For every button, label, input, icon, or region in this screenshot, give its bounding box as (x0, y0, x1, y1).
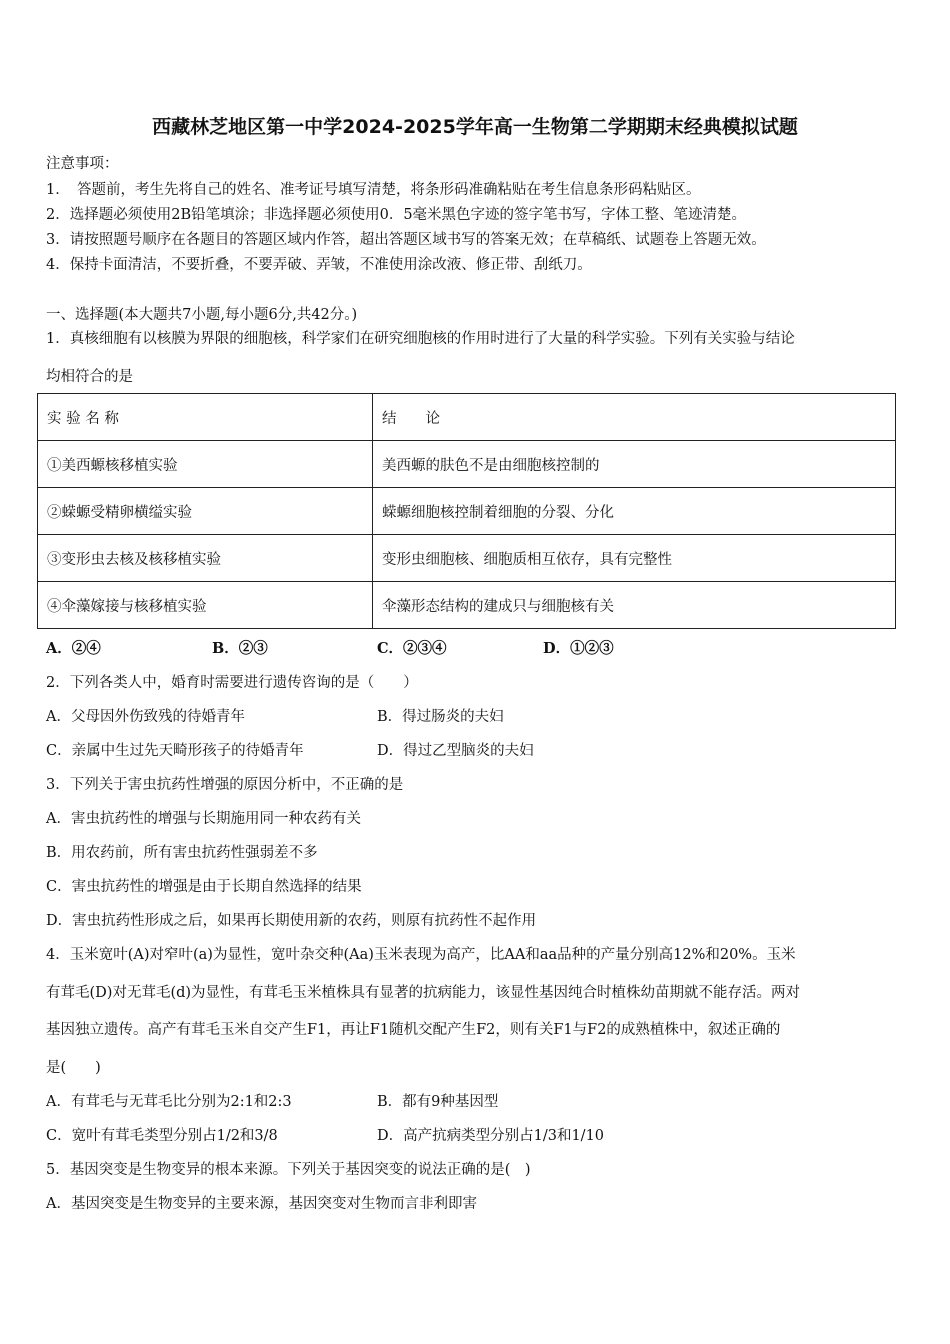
table-cell: 美西螈的肤色不是由细胞核控制的 (373, 441, 896, 488)
notice-heading: 注意事项： (46, 156, 119, 172)
table-row (38, 582, 896, 629)
q2-option-b: B．得过肠炎的夫妇 (377, 709, 504, 725)
question-4-stem-cont: 基因独立遗传。高产有茸毛玉米自交产生F1，再让F1随机交配产生F2，则有关F1与F2的成熟植株中，叙述正确的 (46, 1022, 781, 1038)
table-cell: ④伞藻嫁接与核移植实验 (38, 582, 373, 629)
question-2-stem: 2．下列各类人中，婚育时需要进行遗传咨询的是（ ） (46, 675, 418, 691)
q3-option-c: C．害虫抗药性的增强是由于长期自然选择的结果 (46, 879, 362, 895)
q1-option-a: A．②④ (46, 640, 101, 657)
notice-item: 2．选择题必须使用2B铅笔填涂；非选择题必须使用0．5毫米黑色字迹的签字笔书写，字体工整、笔迹清楚。 (46, 207, 747, 223)
table-cell: ③变形虫去核及核移植实验 (38, 535, 373, 582)
table-cell: 伞藻形态结构的建成只与细胞核有关 (373, 582, 896, 629)
q3-option-a: A．害虫抗药性的增强与长期施用同一种农药有关 (46, 811, 361, 827)
q2-option-a: A．父母因外伤致残的待婚青年 (46, 709, 245, 725)
notice-item: 1． 答题前，考生先将自己的姓名、准考证号填写清楚，将条形码准确粘贴在考生信息条形码粘贴区。 (46, 182, 701, 198)
q1-option-b: B．②③ (212, 640, 268, 657)
question-4-stem-cont: 有茸毛(D)对无茸毛(d)为显性，有茸毛玉米植株具有显著的抗病能力，该显性基因纯合时植株幼苗期就不能存活。两对 (46, 985, 801, 1001)
table-cell: 变形虫细胞核、细胞质相互依存，具有完整性 (373, 535, 896, 582)
q5-option-a: A．基因突变是生物变异的主要来源，基因突变对生物而言非利即害 (46, 1196, 477, 1212)
table-header-cell: 实 验 名 称 (38, 394, 373, 441)
q1-option-d: D．①②③ (543, 640, 614, 657)
experiment-table (37, 393, 896, 629)
q2-option-d: D．得过乙型脑炎的夫妇 (377, 743, 534, 759)
q4-option-d: D．高产抗病类型分别占1/3和1/10 (377, 1128, 605, 1144)
q1-option-c: C．②③④ (377, 640, 447, 657)
table-cell: 蝾螈细胞核控制着细胞的分裂、分化 (373, 488, 896, 535)
q3-option-b: B．用农药前，所有害虫抗药性强弱差不多 (46, 845, 318, 861)
question-1-stem-cont: 均相符合的是 (46, 369, 133, 385)
section-heading: 一、选择题(本大题共7小题,每小题6分,共42分。) (46, 307, 358, 323)
table-cell: ①美西螈核移植实验 (38, 441, 373, 488)
q4-option-b: B．都有9种基因型 (377, 1094, 499, 1110)
table-cell: ②蝾螈受精卵横缢实验 (38, 488, 373, 535)
table-header-cell: 结 论 (373, 394, 896, 441)
page-title: 西藏林芝地区第一中学2024-2025学年高一生物第二学期期末经典模拟试题 (152, 116, 798, 138)
question-5-stem: 5．基因突变是生物变异的根本来源。下列关于基因突变的说法正确的是( ) (46, 1162, 531, 1178)
table-row (38, 441, 896, 488)
notice-item: 4．保持卡面清洁，不要折叠，不要弄破、弄皱，不准使用涂改液、修正带、刮纸刀。 (46, 257, 592, 273)
q4-option-a: A．有茸毛与无茸毛比分别为2:1和2:3 (46, 1094, 292, 1110)
q4-option-c: C．宽叶有茸毛类型分别占1/2和3/8 (46, 1128, 278, 1144)
table-row (38, 535, 896, 582)
question-4-stem-cont: 是( ) (46, 1060, 101, 1076)
notice-item: 3．请按照题号顺序在各题目的答题区域内作答，超出答题区域书写的答案无效；在草稿纸、试题卷上答题无效。 (46, 232, 766, 248)
q2-option-c: C．亲属中生过先天畸形孩子的待婚青年 (46, 743, 304, 759)
q3-option-d: D．害虫抗药性形成之后，如果再长期使用新的农药，则原有抗药性不起作用 (46, 913, 537, 929)
question-3-stem: 3．下列关于害虫抗药性增强的原因分析中，不正确的是 (46, 777, 404, 793)
table-row (38, 488, 896, 535)
question-1-stem: 1．真核细胞有以核膜为界限的细胞核，科学家们在研究细胞核的作用时进行了大量的科学实验。下列有关实验与结论 (46, 331, 795, 347)
table-header-row (38, 394, 896, 441)
question-4-stem: 4．玉米宽叶(A)对窄叶(a)为显性，宽叶杂交种(Aa)玉米表现为高产，比AA和aa品种的产量分别高12%和20%。玉米 (46, 947, 796, 963)
